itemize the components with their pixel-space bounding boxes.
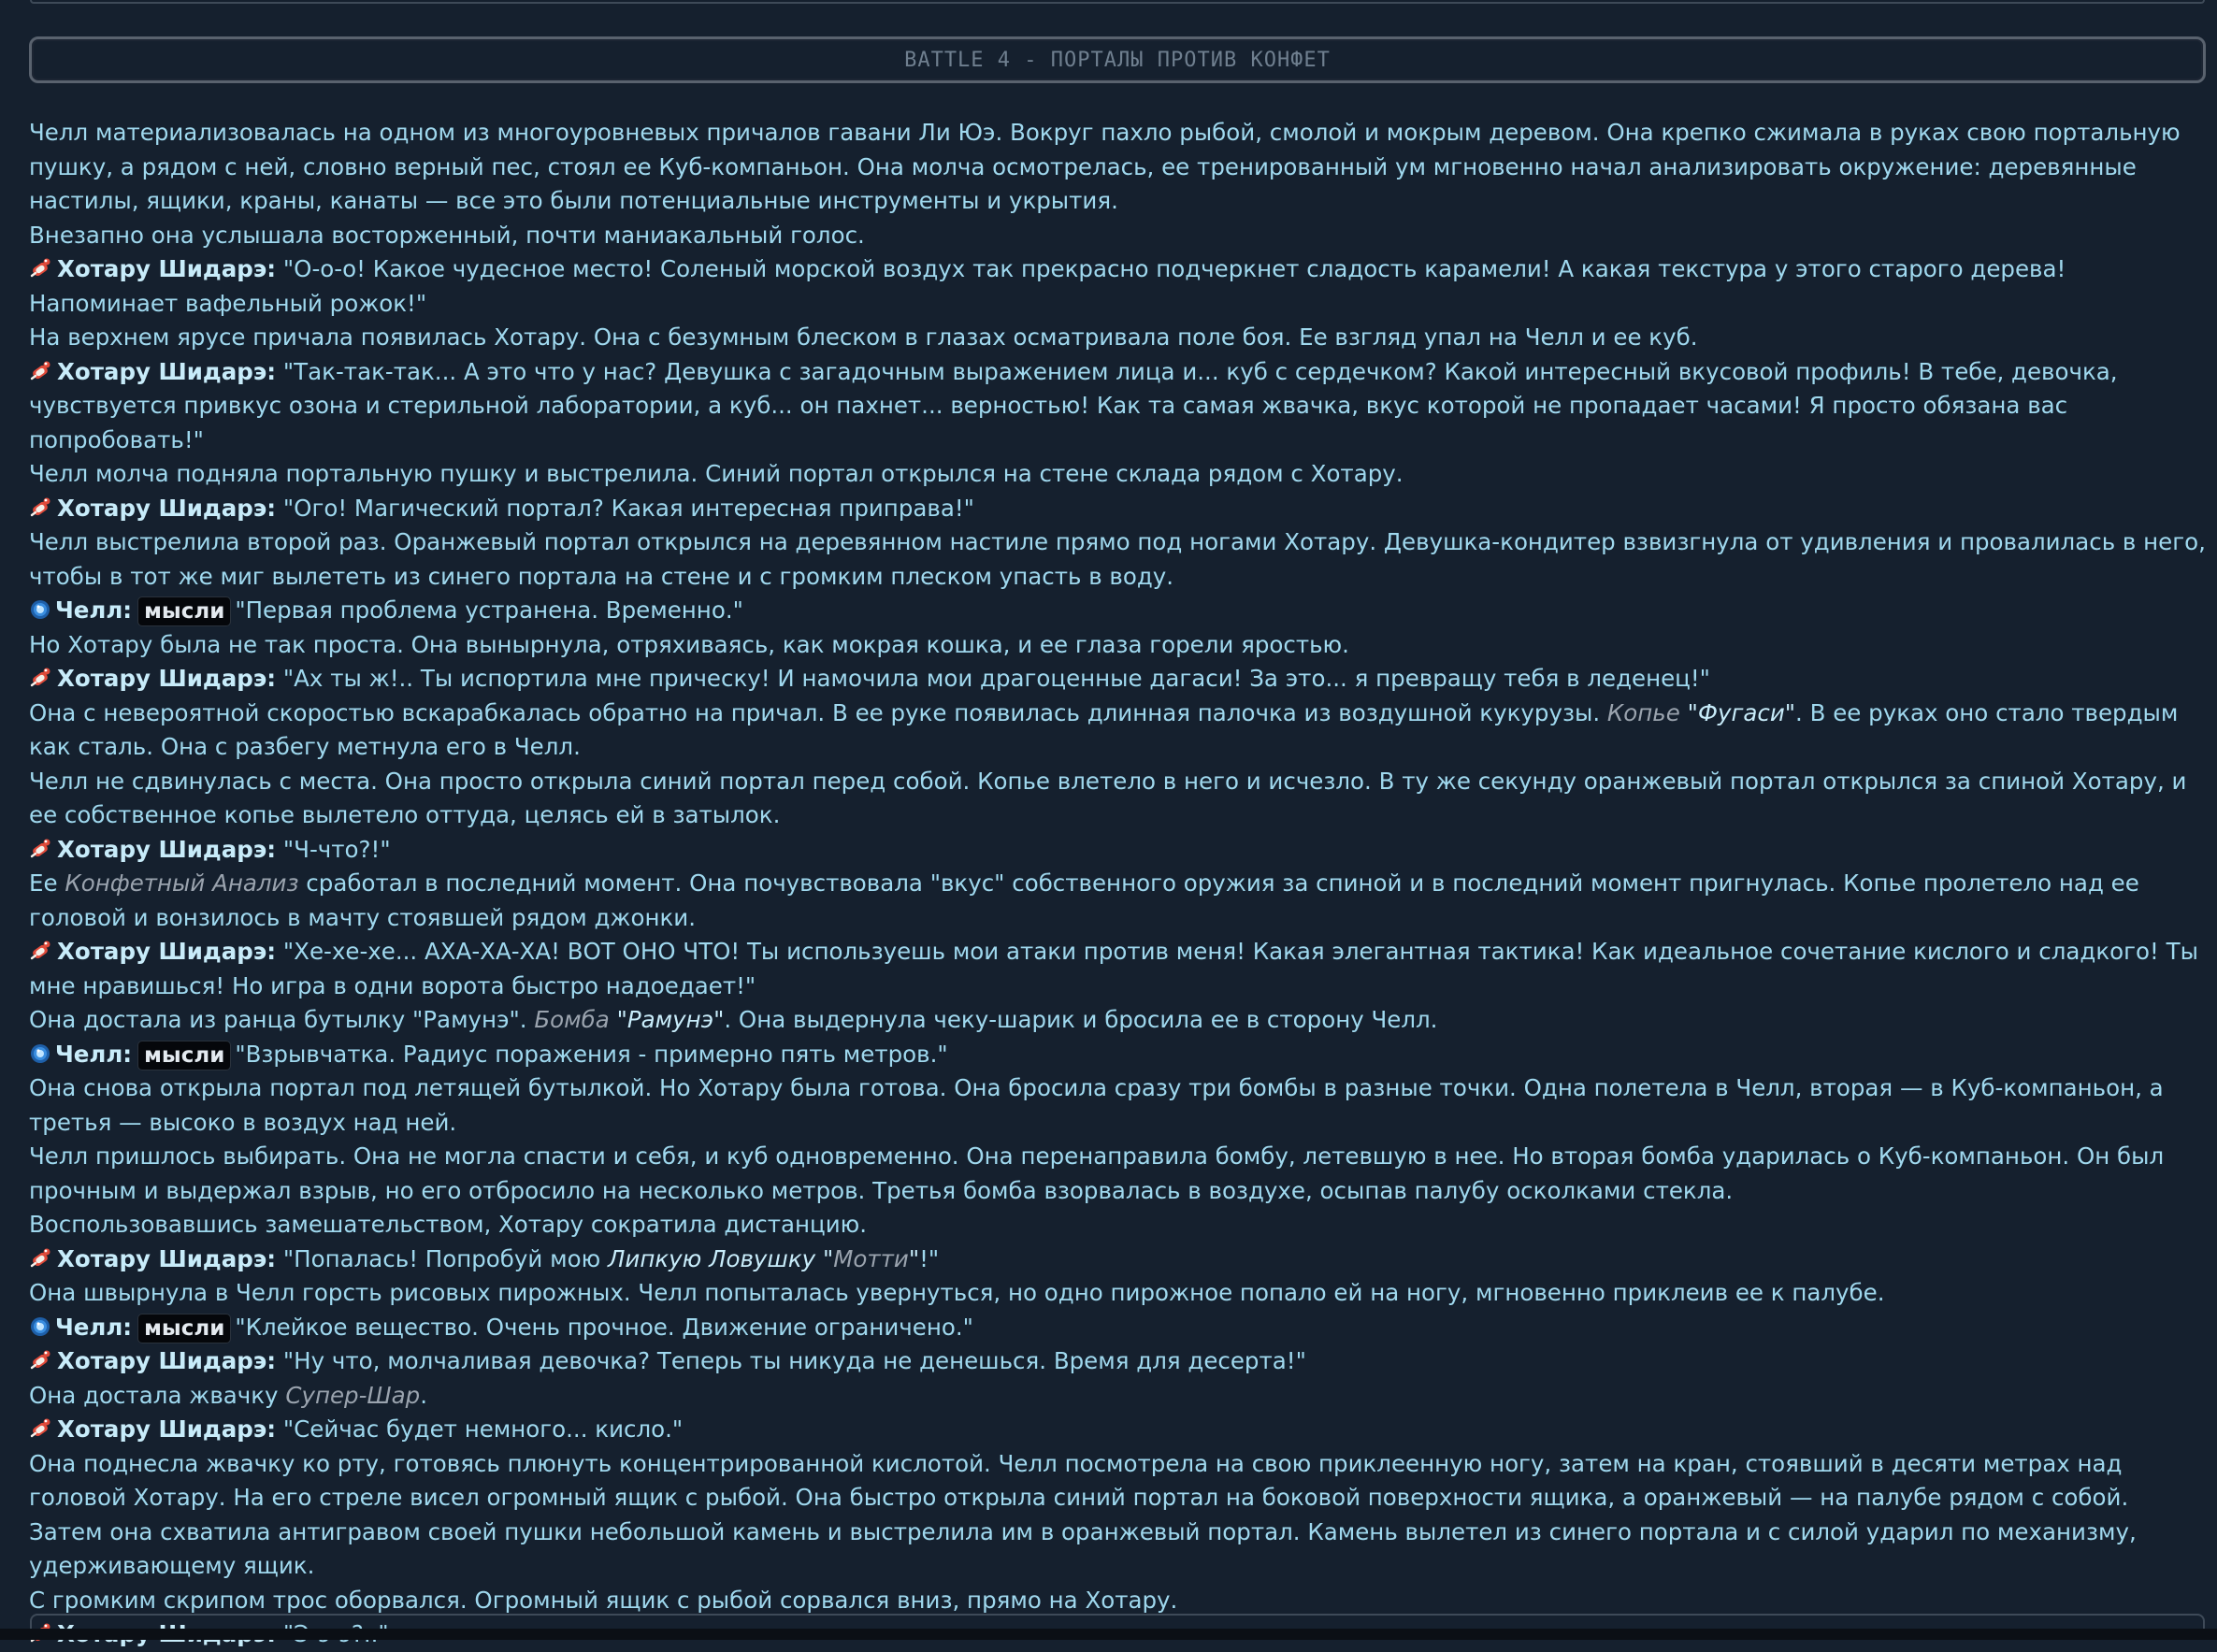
narration-text: Она снова открыла портал под летящей бутылкой. Но Хотару была готова. Она бросила сразу три бомбы в разные точки. Одна полетела в Челл, вторая — в Куб-компаньон, а третья — высоко в воздух над ней. [29,1074,2164,1136]
narration-line [29,1276,2208,1311]
item-label: Мотти [833,1244,909,1272]
dialogue-text: "Взрывчатка. Радиус поражения - примерно пять метров." [235,1040,948,1068]
battle-header [29,36,2206,83]
text-fragment: сработал в последний момент. Она почувствовала "вкус" собственного оружия за спиной и в последний момент пригнулась. Копье пролетело над ее головой и вонзилось в мачту стоявшей рядом джонки. [29,869,2139,931]
narration-line [29,628,2208,663]
dialogue-line-chell [29,1311,2208,1345]
narration-line [29,1447,2208,1584]
speaker-name: Хотару Шидарэ: [57,1415,277,1443]
speaker-name: Хотару Шидарэ: [57,665,277,692]
narration-text: Челл выстрелила второй раз. Оранжевый портал открылся на деревянном настиле прямо под ногами Хотару. Девушка-кондитер взвизгнула от удивления и провалилась в него, чтобы в тот же миг вылететь из синего портала на стене и с громким плеском упасть в воду. [29,528,2206,590]
dialogue-text: "Ч-что?!" [282,835,391,863]
text-fragment: !" [919,1244,940,1272]
candy-icon [29,255,53,280]
text-fragment [815,1245,823,1272]
text-fragment: Ее [29,869,65,897]
narration-text: Воспользовавшись замешательством, Хотару сократила дистанцию. [29,1211,868,1238]
narration-text: Но Хотару была не так проста. Она вынырнула, отряхиваясь, как мокрая кошка, и ее глаза горели яростью. [29,630,1349,658]
portal-orb-icon [29,1314,51,1336]
bottom-panel-edge [30,1614,2205,1629]
narration-line [29,765,2208,833]
text-fragment: . Она выдернула чеку-шарик и бросила ее в сторону Челл. [724,1006,1438,1033]
narration-text: Она швырнула в Челл горсть рисовых пирожных. Челл попыталась увернуться, но одно пирожное попало ей на ногу, мгновенно приклеив ее к палубе. [29,1279,1885,1306]
dialogue-line-hotaru [29,1243,2208,1277]
dialogue-text: "Ну что, молчаливая девочка? Теперь ты никуда не денешься. Время для десерта!" [282,1347,1306,1374]
speaker-name: Хотару Шидарэ: [57,255,277,282]
speaker-name: Челл: [55,1313,133,1341]
dialogue-text: "Ах ты ж!.. Ты испортила мне прическу! И намочила мои драгоценные дагаси! За это... я превращу тебя в леденец!" [282,665,1710,692]
portal-orb-icon [29,596,51,619]
text-fragment [1680,699,1688,726]
candy-icon [29,836,53,860]
narration-line [29,1584,2208,1618]
candy-icon [29,1415,53,1440]
speaker-name: Челл: [55,1040,133,1068]
item-name: Липкую Ловушку [608,1244,816,1272]
speaker-name: Хотару Шидарэ: [57,1347,277,1374]
speaker-name: Челл: [55,596,133,624]
narration-line [29,1003,2208,1038]
speaker-name: Хотару Шидарэ: [57,494,277,522]
dialogue-line-chell [29,1038,2208,1072]
item-name: " [908,1244,920,1272]
dialogue-text: "О-о-о! Какое чудесное место! Соленый морской воздух так прекрасно подчеркнет сладость карамели! А какая текстура у этого старого дерева! Напоминает вафельный рожок!" [29,255,2066,317]
item-name: " [822,1244,834,1272]
dialogue-line-hotaru [29,252,2208,321]
item-name: "Рамунэ" [616,1006,725,1033]
narration-text: Челл молча подняла портальную пушку и выстрелила. Синий портал открылся на стене склада рядом с Хотару. [29,460,1404,487]
thought-tag: мысли [137,1314,231,1343]
narration-line [29,1379,2208,1414]
narration-text: Челл материализовалась на одном из многоуровневых причалов гавани Ли Юэ. Вокруг пахло рыбой, смолой и мокрым деревом. Она крепко сжимала в руках свою портальную пушку, а рядом с ней, словно верный пес, стоял ее Куб-компаньон. Она молча осмотрелась, ее тренированный ум мгновенно начал анализировать окружение: деревянные настилы, ящики, краны, канаты — все это были потенциальные инструменты и укрытия. [29,119,2181,214]
dialogue-line-chell [29,594,2208,628]
dialogue-line-hotaru [29,1344,2208,1379]
narration-text: Внезапно она услышала восторженный, почти маниакальный голос. [29,221,865,249]
top-panel-edge [30,0,2205,4]
text-fragment: . [420,1381,427,1409]
story-log [29,116,2208,1652]
item-label: Супер-Шар [285,1381,421,1409]
item-label: Бомба [534,1006,610,1033]
candy-icon [29,938,53,962]
dialogue-line-hotaru [29,833,2208,868]
dialogue-text: "Первая проблема устранена. Временно." [235,596,743,624]
item-name: "Фугаси" [1687,698,1796,726]
text-fragment: Она достала жвачку [29,1381,286,1409]
text-fragment: . В ее руках оно стало твердым как сталь. Она с разбегу метнула его в Челл. [29,698,2179,760]
portal-orb-icon [29,1041,51,1063]
thought-tag: мысли [137,596,231,626]
item-label: Конфетный Анализ [65,869,299,897]
narration-line [29,867,2208,935]
thought-tag: мысли [137,1041,231,1070]
text-fragment [610,1006,617,1033]
dialogue-text: "Хе-хе-хе... АХА-ХА-ХА! ВОТ ОНО ЧТО! Ты используешь мои атаки против меня! Какая элегантная тактика! Как идеальное сочетание кислого и сладкого! Ты мне нравишься! Но игра в одни ворота быстро надоедает!" [29,938,2198,999]
dialogue-text: "Клейкое вещество. Очень прочное. Движение ограничено." [235,1313,973,1341]
narration-line [29,525,2208,594]
dialogue-text: "Ого! Магический портал? Какая интересная приправа!" [282,494,974,522]
dialogue-text: "Сейчас будет немного... кисло." [282,1415,684,1443]
narration-text: На верхнем ярусе причала появилась Хотару. Она с безумным блеском в глазах осматривала поле боя. Ее взгляд упал на Челл и ее куб. [29,323,1698,351]
speaker-name: Хотару Шидарэ: [57,835,277,863]
candy-icon [29,1245,53,1270]
item-label: Копье [1606,698,1680,726]
narration-line [29,1140,2208,1208]
text-fragment: "Попалась! Попробуй мою [282,1244,608,1272]
candy-icon [29,358,53,382]
bottom-bar [0,1629,2217,1640]
narration-line [29,1208,2208,1243]
narration-line [29,1071,2208,1140]
narration-text: Челл пришлось выбирать. Она не могла спасти и себя, и куб одновременно. Она перенаправила бомбу, летевшую в нее. Но вторая бомба ударилась о Куб-компаньон. Он был прочным и выдержал взрыв, но его отбросило на несколько метров. Третья бомба взорвалась в воздухе, осыпав палубу осколками стекла. [29,1142,2165,1204]
narration-line [29,116,2208,219]
speaker-name: Хотару Шидарэ: [57,1244,277,1272]
speaker-name: Хотару Шидарэ: [57,938,277,965]
narration-line [29,321,2208,355]
text-fragment: Она достала из ранца бутылку "Рамунэ". [29,1006,535,1033]
candy-icon [29,665,53,689]
dialogue-line-hotaru [29,662,2208,697]
candy-icon [29,495,53,519]
narration-text: С громким скрипом трос оборвался. Огромный ящик с рыбой сорвался вниз, прямо на Хотару. [29,1586,1178,1614]
narration-line [29,219,2208,253]
speaker-name: Хотару Шидарэ: [57,357,277,385]
dialogue-line-hotaru [29,355,2208,458]
dialogue-line-hotaru [29,1413,2208,1447]
candy-icon [29,1347,53,1372]
narration-line [29,697,2208,765]
narration-line [29,457,2208,492]
narration-text: Челл не сдвинулась с места. Она просто открыла синий портал перед собой. Копье влетело в него и исчезло. В ту же секунду оранжевый портал открылся за спиной Хотару, и ее собственное копье вылетело оттуда, целясь ей в затылок. [29,767,2187,828]
text-fragment: Она с невероятной скоростью вскарабкалась обратно на причал. В ее руке появилась длинная палочка из воздушной кукурузы. [29,698,1607,726]
battle-title: BATTLE 4 - ПОРТАЛЫ ПРОТИВ КОНФЕТ [904,48,1331,72]
dialogue-line-hotaru [29,935,2208,1003]
dialogue-text: "Так-так-так... А это что у нас? Девушка с загадочным выражением лица и... куб с сердечком? Какой интересный вкусовой профиль! В тебе, девочка, чувствуется привкус озона и стерильной лаборатории, а куб... он пахнет... верностью! Как та самая жвачка, вкус которой не пропадает часами! Я просто обязана вас попробовать!" [29,357,2118,453]
dialogue-line-hotaru [29,492,2208,526]
narration-text: Она поднесла жвачку ко рту, готовясь плюнуть концентрированной кислотой. Челл посмотрела на свою приклеенную ногу, затем на кран, стоявший в десяти метрах над головой Хотару. На его стреле висел огромный ящик с рыбой. Она быстро открыла синий портал на боковой поверхности ящика, а оранжевый — на палубе рядом с собой. Затем она схватила антигравом своей пушки небольшой камень и выстрелила им в оранжевый портал. Камень вылетел из синего портала и с силой ударил по механизму, удерживающему ящик. [29,1449,2137,1579]
